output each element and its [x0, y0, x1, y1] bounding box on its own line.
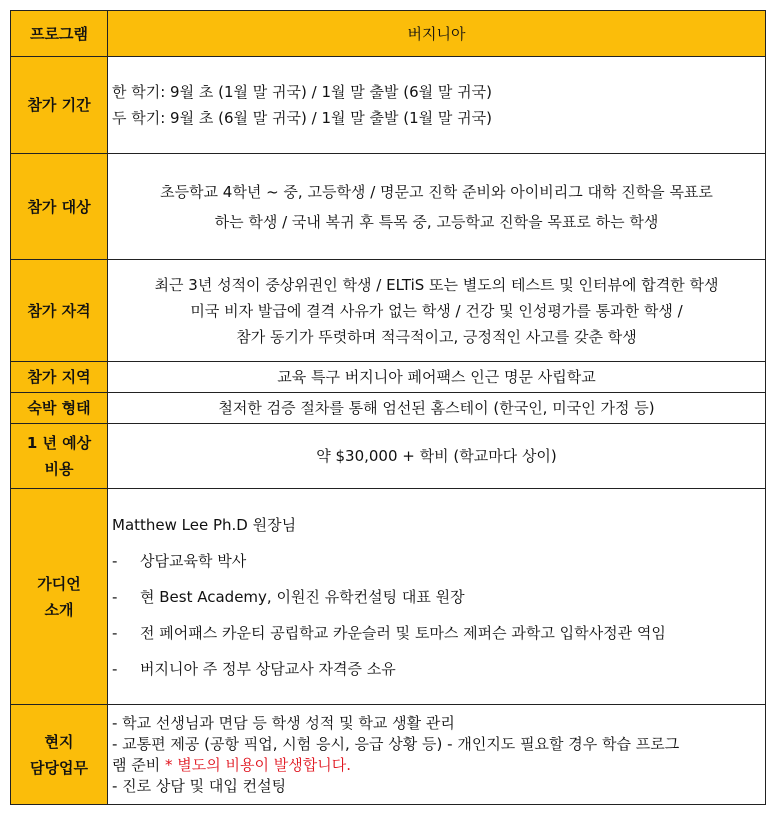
- guide-item-text: 전 페어패스 카운티 공립학교 카운슬러 및 토마스 제퍼슨 과학고 입학사정관 역임: [140, 623, 666, 642]
- duty-value: [108, 705, 766, 805]
- guide-name: Matthew Lee Ph.D 원장님: [112, 515, 297, 534]
- row-cost: [11, 424, 766, 489]
- region-label: 참가 지역: [11, 362, 108, 393]
- duty-line: - 진로 상담 및 대입 컨설팅: [112, 776, 287, 795]
- qualification-line: 참가 동기가 뚜렷하며 적극적이고, 긍정적인 사고를 갖춘 학생: [236, 327, 637, 346]
- row-lodging: [11, 393, 766, 424]
- period-label: 참가 기간: [11, 57, 108, 154]
- row-period: [11, 57, 766, 154]
- guide-label-line: 소개: [44, 600, 74, 619]
- guide-label: [11, 489, 108, 705]
- target-value: [108, 154, 766, 260]
- guide-label-line: 가디언: [37, 574, 81, 593]
- row-duty: [11, 705, 766, 805]
- row-header: [11, 11, 766, 57]
- guide-item: - 버지니아 주 정부 상담교사 자격증 소유: [112, 659, 396, 678]
- row-qualification: [11, 260, 766, 362]
- duty-label-line: 현지: [44, 732, 74, 751]
- qualification-line: 미국 비자 발급에 결격 사유가 없는 학생 / 건강 및 인성평가를 통과한 학생 /: [190, 301, 683, 320]
- guide-item-text: 상담교육학 박사: [140, 551, 247, 570]
- guide-value: [108, 489, 766, 705]
- duty-line: [112, 755, 765, 776]
- target-line: 하는 학생 / 국내 복귀 후 특목 중, 고등학교 진학을 목표로 하는 학생: [214, 212, 659, 231]
- qualification-label: 참가 자격: [11, 260, 108, 362]
- qualification-line: 최근 3년 성적이 중상위권인 학생 / ELTiS 또는 별도의 테스트 및 인터뷰에 합격한 학생: [154, 275, 719, 294]
- period-line: 한 학기: 9월 초 (1월 말 귀국) / 1월 말 출발 (6월 말 귀국): [112, 83, 493, 101]
- qualification-value: [108, 260, 766, 362]
- extra-cost-note: * 별도의 비용이 발생합니다.: [160, 755, 351, 774]
- lodging-label: 숙박 형태: [11, 393, 108, 424]
- cost-label-line: 비용: [44, 460, 74, 478]
- guide-item: - 전 페어패스 카운티 공립학교 카운슬러 및 토마스 제퍼슨 과학고 입학사정관 역임: [112, 623, 666, 642]
- guide-item: - 현 Best Academy, 이원진 유학컨설팅 대표 원장: [112, 587, 465, 606]
- period-line: 두 학기: 9월 초 (6월 말 귀국) / 1월 말 출발 (1월 말 귀국): [112, 109, 493, 127]
- row-guide: [11, 489, 766, 705]
- period-value: [108, 57, 766, 154]
- duty-line: - 교통편 제공 (공항 픽업, 시험 응시, 응급 상황 등) - 개인지도 필요할 경우 학습 프로그: [112, 734, 680, 753]
- row-target: [11, 154, 766, 260]
- header-value: 버지니아: [108, 11, 766, 57]
- region-value: 교육 특구 버지니아 페어팩스 인근 명문 사립학교: [108, 362, 766, 393]
- duty-line: - 학교 선생님과 면담 등 학생 성적 및 학교 생활 관리: [112, 713, 455, 732]
- cost-label-line: 1 년 예상: [26, 434, 92, 452]
- guide-item-text: 현 Best Academy, 이원진 유학컨설팅 대표 원장: [140, 587, 465, 606]
- duty-label: [11, 705, 108, 805]
- cost-label: [11, 424, 108, 489]
- guide-item-text: 버지니아 주 정부 상담교사 자격증 소유: [140, 659, 396, 678]
- row-region: [11, 362, 766, 393]
- duty-line-text: 램 준비: [112, 755, 161, 774]
- target-line: 초등학교 4학년 ~ 중, 고등학생 / 명문고 진학 준비와 아이비리그 대학 진학을 목표로: [160, 182, 713, 201]
- duty-label-line: 담당업무: [30, 758, 88, 777]
- program-table: [10, 10, 766, 805]
- target-label: 참가 대상: [11, 154, 108, 260]
- lodging-value: 철저한 검증 절차를 통해 엄선된 홈스테이 (한국인, 미국인 가정 등): [108, 393, 766, 424]
- guide-item: - 상담교육학 박사: [112, 551, 247, 570]
- cost-value: 약 $30,000 + 학비 (학교마다 상이): [108, 424, 766, 489]
- header-label: 프로그램: [11, 11, 108, 57]
